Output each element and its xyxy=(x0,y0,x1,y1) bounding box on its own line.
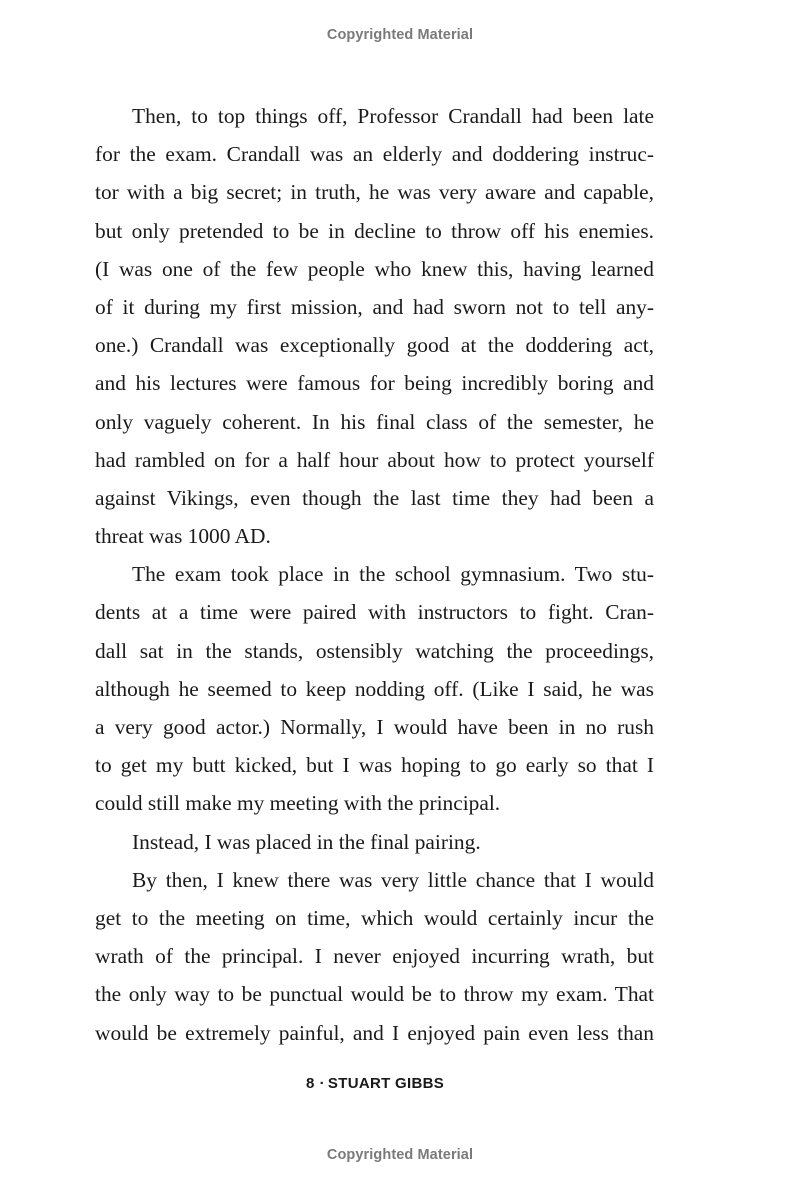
text-line: only vaguely coherent. In his final class of the semester, he xyxy=(95,409,654,434)
text-line: dall sat in the stands, ostensibly watching the proceedings, xyxy=(95,638,654,663)
author-name: STUART GIBBS xyxy=(327,1075,445,1092)
text-line: tor with a big secret; in truth, he was very aware and capable, xyxy=(95,180,654,205)
text-line: had rambled on for a half hour about how to protect yourself xyxy=(95,447,654,472)
text-line: of it during my first mission, and had sworn not to tell any- xyxy=(95,294,654,319)
text-line: one.) Crandall was exceptionally good at the doddering act, xyxy=(95,333,654,358)
text-line: for the exam. Crandall was an elderly and doddering instruc- xyxy=(95,142,654,167)
text-line: would be extremely painful, and I enjoyed pain even less than xyxy=(95,1020,654,1045)
text-line: threat was 1000 AD. xyxy=(95,524,271,549)
text-line: wrath of the principal. I never enjoyed incurring wrath, but xyxy=(95,944,654,969)
text-line: (I was one of the few people who knew this, having learned xyxy=(95,256,654,281)
text-line: The exam took place in the school gymnasium. Two stu- xyxy=(132,562,654,587)
text-line: the only way to be punctual would be to throw my exam. That xyxy=(95,982,654,1007)
text-line: get to the meeting on time, which would certainly incur the xyxy=(95,905,654,930)
text-line: although he seemed to keep nodding off. (Like I said, he was xyxy=(95,676,654,701)
paragraph xyxy=(95,97,654,555)
page-footer xyxy=(0,1075,750,1092)
paragraph xyxy=(95,823,654,861)
text-line: a very good actor.) Normally, I would have been in no rush xyxy=(95,715,654,739)
copyright-watermark-top: Copyrighted Material xyxy=(326,27,474,43)
text-line: By then, I knew there was very little chance that I would xyxy=(132,867,654,892)
page-body-text xyxy=(95,97,654,1052)
paragraph xyxy=(95,555,654,822)
text-line: could still make my meeting with the principal. xyxy=(95,791,501,816)
text-line: against Vikings, even though the last time they had been a xyxy=(95,485,654,510)
text-line: but only pretended to be in decline to throw off his enemies. xyxy=(95,218,654,243)
page-number: 8 xyxy=(305,1075,315,1092)
copyright-watermark-bottom: Copyrighted Material xyxy=(326,1147,474,1163)
text-line: Instead, I was placed in the final pairing. xyxy=(132,829,481,854)
text-line: Then, to top things off, Professor Crandall had been late xyxy=(132,104,654,128)
paragraph xyxy=(95,861,654,1052)
text-line: to get my butt kicked, but I was hoping to go early so that I xyxy=(95,753,654,778)
footer-separator: · xyxy=(319,1075,325,1092)
text-line: and his lectures were famous for being incredibly boring and xyxy=(95,371,654,396)
text-line: dents at a time were paired with instructors to fight. Cran- xyxy=(95,600,654,625)
